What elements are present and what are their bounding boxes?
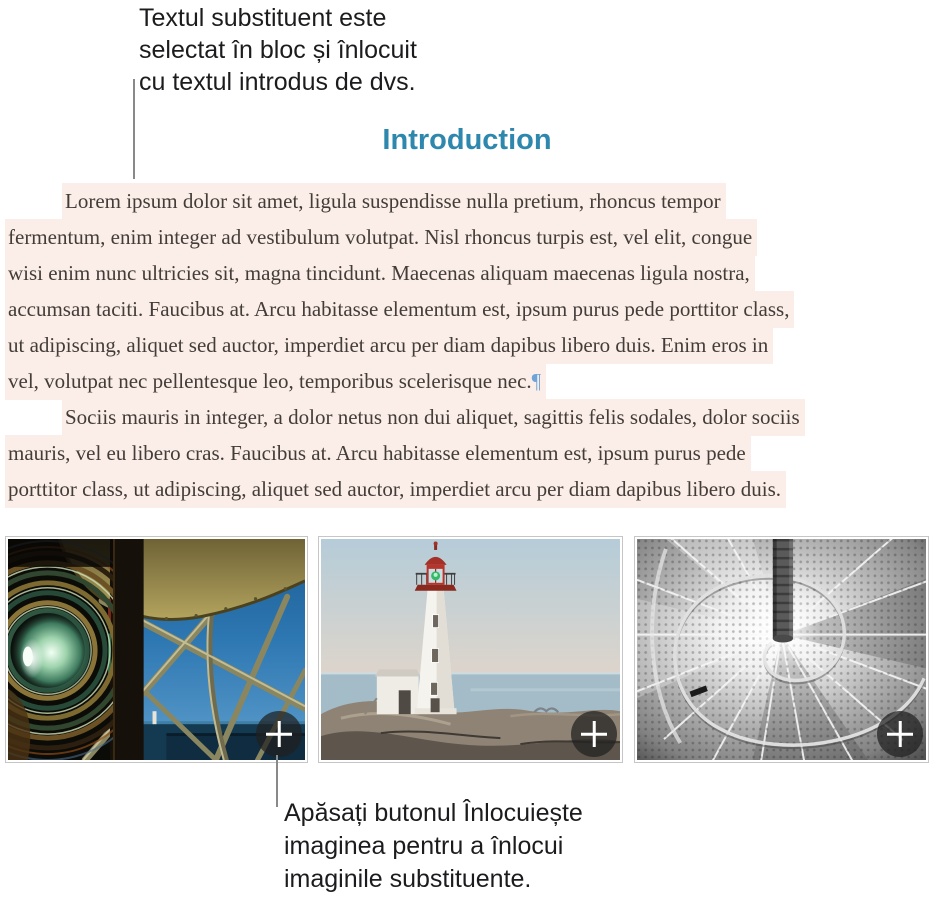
callout-top — [139, 2, 417, 98]
placeholder-image-lens[interactable] — [5, 536, 308, 763]
selected-text[interactable]: accumsan taciti. Faucibus at. Arcu habitasse elementum est, ipsum purus pede porttitor class, — [5, 291, 794, 328]
selected-text[interactable]: fermentum, enim integer ad vestibulum volutpat. Nisl rhoncus turpis est, vel elit, congue — [5, 219, 757, 256]
plus-icon — [278, 721, 281, 747]
replace-image-button[interactable] — [571, 711, 617, 757]
selected-text[interactable] — [5, 363, 546, 400]
paragraph1-line4[interactable] — [5, 291, 931, 327]
paragraph1-line6[interactable] — [5, 363, 931, 399]
paragraph1-line2[interactable] — [5, 219, 931, 255]
document-body[interactable] — [5, 183, 931, 507]
plus-icon — [593, 721, 596, 747]
replace-image-button[interactable] — [877, 711, 923, 757]
placeholder-image-lighthouse[interactable] — [318, 536, 623, 763]
selected-text[interactable]: porttitor class, ut adipiscing, aliquet sed auctor, imperdiet arcu per diam dapibus libero duis. — [5, 471, 786, 508]
paragraph2-line1[interactable] — [5, 399, 931, 435]
pilcrow-mark: ¶ — [531, 369, 542, 393]
plus-icon — [899, 721, 902, 747]
paragraph2-line3[interactable] — [5, 471, 931, 507]
selected-text[interactable]: Sociis mauris in integer, a dolor netus non dui aliquet, sagittis felis sodales, dolor sociis — [62, 399, 805, 436]
selected-text[interactable]: mauris, vel eu libero cras. Faucibus at. Arcu habitasse elementum est, ipsum purus pede — [5, 435, 751, 472]
callout-top-line2: selectat în bloc și înlocuit — [139, 36, 417, 64]
callout-bottom-line3: imaginile substituente. — [284, 865, 532, 893]
selected-text[interactable]: wisi enim nunc ultricies sit, magna tincidunt. Maecenas aliquam maecenas ligula nostra, — [5, 255, 755, 292]
callout-bottom-line2: imaginea pentru a înlocui — [284, 832, 564, 860]
callout-top-line1: Textul substituent este — [139, 4, 387, 32]
paragraph1-line5[interactable] — [5, 327, 931, 363]
callout-bottom-connector-line — [276, 755, 278, 807]
selected-text[interactable]: ut adipiscing, aliquet sed auctor, imperdiet arcu per diam dapibus libero duis. Enim eros in — [5, 327, 773, 364]
paragraph1-line3[interactable] — [5, 255, 931, 291]
replace-image-button[interactable] — [256, 711, 302, 757]
callout-top-line3: cu textul introdus de dvs. — [139, 68, 416, 96]
callout-bottom-line1: Apăsați butonul Înlocuiește — [284, 799, 583, 827]
paragraph1-line1[interactable] — [5, 183, 931, 219]
placeholder-images-row — [5, 536, 929, 763]
selected-text[interactable]: Lorem ipsum dolor sit amet, ligula suspendisse nulla pretium, rhoncus tempor — [62, 183, 726, 220]
paragraph2-line2[interactable] — [5, 435, 931, 471]
selected-text-end[interactable]: vel, volutpat nec pellentesque leo, temporibus scelerisque nec. — [8, 369, 532, 393]
placeholder-image-staircase[interactable] — [634, 536, 929, 763]
document-heading[interactable]: Introduction — [382, 124, 552, 156]
callout-bottom — [284, 797, 583, 896]
